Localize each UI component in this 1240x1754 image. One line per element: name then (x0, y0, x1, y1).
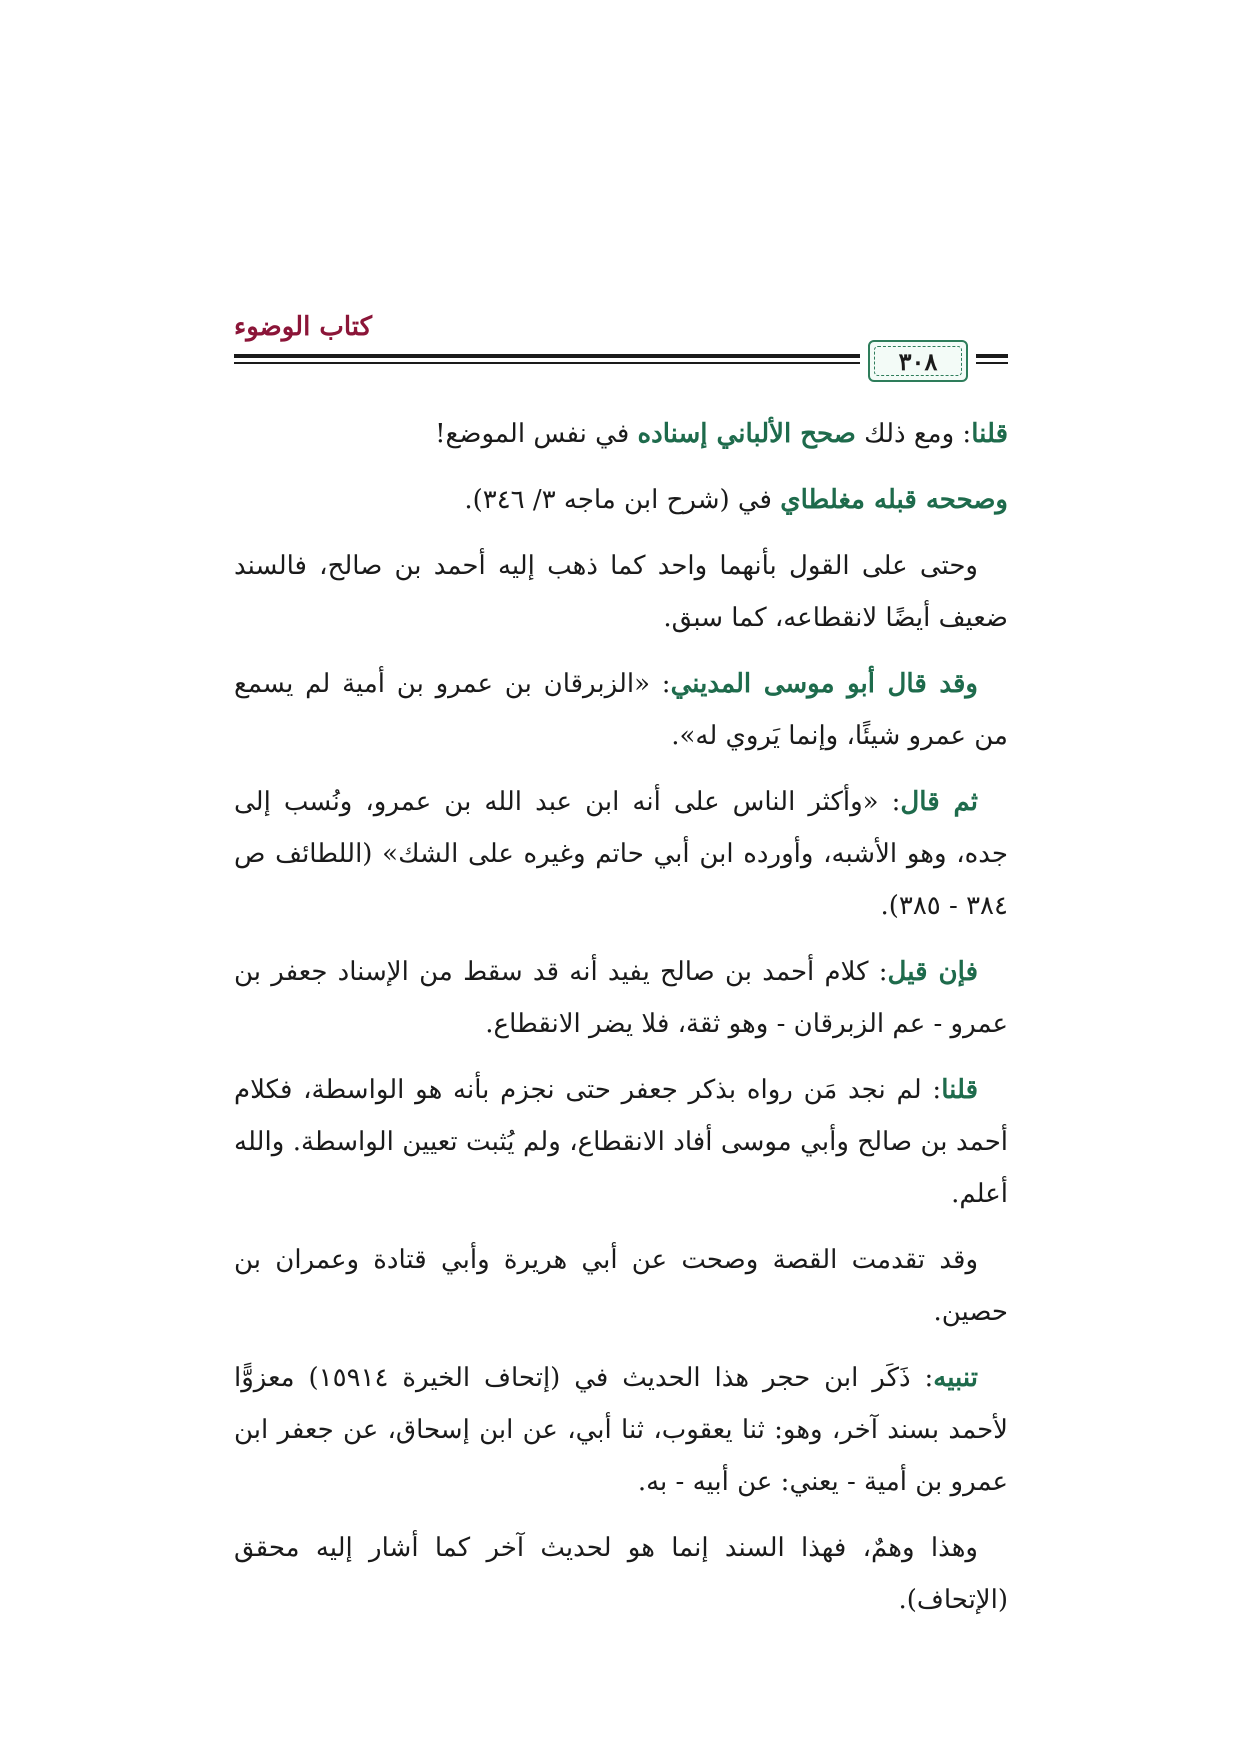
paragraph-5 (234, 776, 1008, 932)
header-rule-thick (234, 354, 860, 358)
paragraph-10 (234, 1522, 1008, 1626)
paragraph-text: وقد تقدمت القصة وصحت عن أبي هريرة وأبي قتادة وعمران بن حصين. (234, 1245, 1008, 1327)
page-number-badge (868, 340, 968, 382)
paragraph-1 (234, 408, 1008, 460)
paragraph-lead: وقد قال أبو موسى المديني (670, 669, 978, 699)
page-header (234, 312, 1008, 392)
paragraph-8 (234, 1234, 1008, 1338)
paragraph-text: : ذَكَر ابن حجر هذا الحديث في (إتحاف الخيرة ١٥٩١٤) معزوًّا لأحمد بسند آخر، وهو: ثنا يعقوب، ثنا أبي، عن ابن إسحاق، عن جعفر ابن عمرو بن أمية - يعني: عن أبيه - به. (234, 1363, 1008, 1497)
paragraph-lead: تنبيه (933, 1363, 978, 1393)
paragraph-text: : «وأكثر الناس على أنه ابن عبد الله بن عمرو، ونُسب إلى جده، وهو الأشبه، وأورده ابن أبي حاتم وغيره على الشك» (اللطائف ص ٣٨٤ - ٣٨٥). (234, 787, 1008, 921)
paragraph-text: : لم نجد مَن رواه بذكر جعفر حتى نجزم بأنه هو الواسطة، فكلام أحمد بن صالح وأبي موسى أفاد الانقطاع، ولم يُثبت تعيين الواسطة. والله أعلم. (234, 1075, 1008, 1209)
paragraph-text: : كلام أحمد بن صالح يفيد أنه قد سقط من الإسناد جعفر بن عمرو - عم الزبرقان - وهو ثقة، فلا يضر الانقطاع. (234, 957, 1008, 1039)
paragraph-lead: وصححه قبله مغلطاي (780, 485, 1008, 515)
paragraph-6 (234, 946, 1008, 1050)
page-body (234, 408, 1008, 1640)
paragraph-4 (234, 658, 1008, 762)
page-number: ٣٠٨ (898, 346, 938, 376)
paragraph-text: وهذا وهمٌ، فهذا السند إنما هو لحديث آخر كما أشار إليه محقق (الإتحاف). (234, 1533, 1008, 1615)
paragraph-7 (234, 1064, 1008, 1220)
paragraph-text: في نفس الموضع! (435, 419, 638, 449)
paragraph-2 (234, 474, 1008, 526)
chapter-title: كتاب الوضوء (234, 312, 372, 342)
paragraph-9 (234, 1352, 1008, 1508)
paragraph-lead: قلنا (971, 419, 1008, 449)
header-rule-right-thin (976, 362, 1008, 364)
paragraph-text: وحتى على القول بأنهما واحد كما ذهب إليه أحمد بن صالح، فالسند ضعيف أيضًا لانقطاعه، كما سبق. (234, 551, 1008, 633)
paragraph-lead: ثم قال (900, 787, 978, 817)
paragraph-lead: قلنا (941, 1075, 978, 1105)
highlighted-phrase: صحح الألباني إسناده (637, 419, 856, 449)
paragraph-text: في (شرح ابن ماجه ٣/ ٣٤٦). (464, 485, 781, 515)
header-rule-right-thick (976, 354, 1008, 358)
paragraph-text: : ومع ذلك (855, 419, 972, 449)
paragraph-lead: فإن قيل (887, 957, 978, 987)
header-rule-thin (234, 362, 860, 364)
paragraph-3 (234, 540, 1008, 644)
paragraph-text: : «الزبرقان بن عمرو بن أمية لم يسمع من عمرو شيئًا، وإنما يَروي له». (234, 669, 1008, 751)
